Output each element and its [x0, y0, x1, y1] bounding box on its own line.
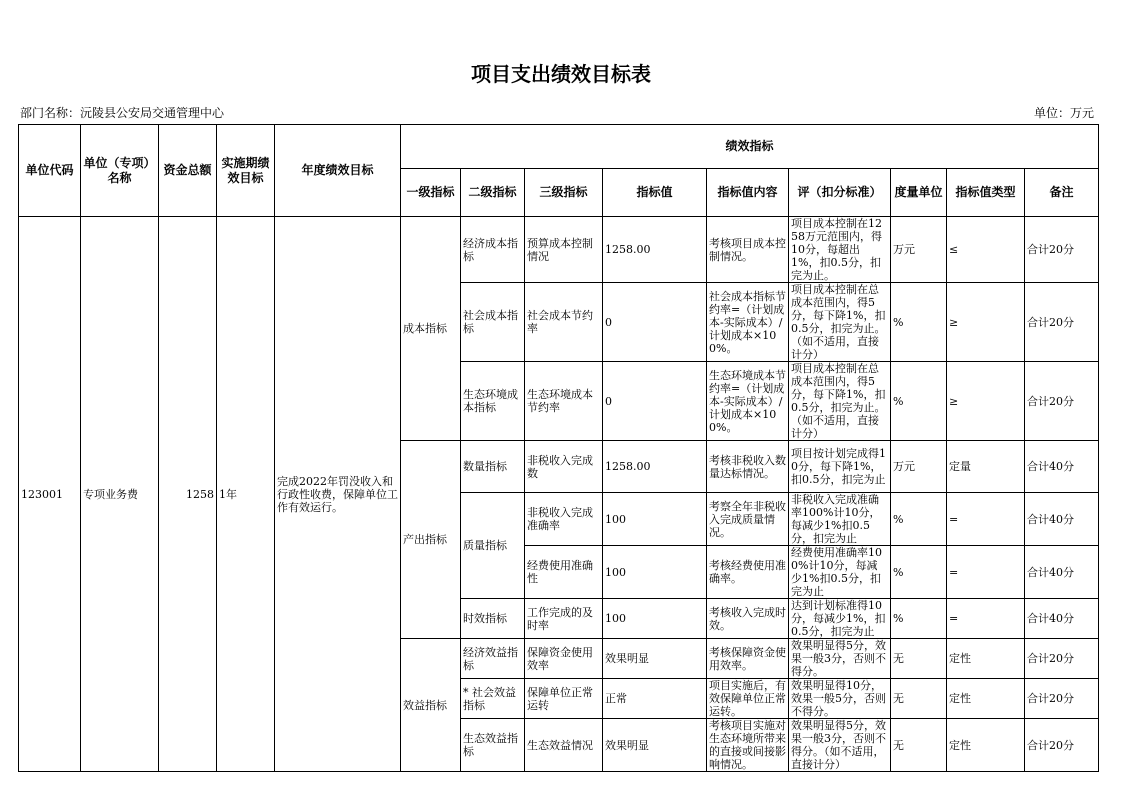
- cell-value-type: =: [947, 493, 1025, 546]
- unit-label: 单位：万元: [1033, 106, 1094, 120]
- cell-remark: 合计20分: [1025, 217, 1099, 283]
- cell-value-type: ≤: [947, 217, 1025, 283]
- cell-remark: 合计40分: [1025, 546, 1099, 599]
- cell-content: 项目实施后，有效保障单位正常运转。: [707, 679, 789, 719]
- cell-content: 社会成本指标节约率=（计划成本-实际成本）/计划成本×100%。: [707, 283, 789, 362]
- cell-content: 考核保障资金使用效率。: [707, 639, 789, 679]
- header-level1: 一级指标: [401, 169, 461, 217]
- cell-level3: 非税收入完成数: [525, 441, 603, 493]
- cell-unit-name: 专项业务费: [81, 217, 159, 772]
- cell-measure: 无: [891, 639, 947, 679]
- cell-level3: 工作完成的及时率: [525, 599, 603, 639]
- cell-period-goal: 1年: [217, 217, 275, 772]
- cell-level2: 经济成本指标: [461, 217, 525, 283]
- cell-level2: * 社会效益指标: [461, 679, 525, 719]
- cell-level2: 数量指标: [461, 441, 525, 493]
- cell-remark: 合计40分: [1025, 441, 1099, 493]
- cell-value: 效果明显: [603, 639, 707, 679]
- cell-remark: 合计20分: [1025, 283, 1099, 362]
- cell-content: 考核收入完成时效。: [707, 599, 789, 639]
- header-measure: 度量单位: [891, 169, 947, 217]
- page-title: 项目支出绩效目标表: [471, 62, 651, 86]
- header-unit-name: 单位（专项）名称: [81, 125, 159, 217]
- cell-remark: 合计20分: [1025, 639, 1099, 679]
- cell-level3: 保障资金使用效率: [525, 639, 603, 679]
- cell-value-type: 定性: [947, 679, 1025, 719]
- cell-remark: 合计40分: [1025, 493, 1099, 546]
- cell-level3: 非税收入完成准确率: [525, 493, 603, 546]
- cell-level1-cost: 成本指标: [401, 217, 461, 441]
- header-level2: 二级指标: [461, 169, 525, 217]
- cell-measure: %: [891, 599, 947, 639]
- cell-content: 考核经费使用准确率。: [707, 546, 789, 599]
- header-level3: 三级指标: [525, 169, 603, 217]
- cell-value: 效果明显: [603, 719, 707, 772]
- cell-value: 1258.00: [603, 217, 707, 283]
- cell-value-type: =: [947, 546, 1025, 599]
- cell-level3: 预算成本控制情况: [525, 217, 603, 283]
- cell-content: 考察全年非税收入完成质量情况。: [707, 493, 789, 546]
- cell-total-funds: 1258: [159, 217, 217, 772]
- cell-value: 100: [603, 599, 707, 639]
- cell-measure: %: [891, 493, 947, 546]
- cell-content: 考核非税收入数量达标情况。: [707, 441, 789, 493]
- cell-measure: %: [891, 546, 947, 599]
- cell-level2: 经济效益指标: [461, 639, 525, 679]
- cell-value: 100: [603, 546, 707, 599]
- cell-measure: 万元: [891, 217, 947, 283]
- cell-value-type: 定量: [947, 441, 1025, 493]
- header-total-funds: 资金总额: [159, 125, 217, 217]
- cell-level1-output: 产出指标: [401, 441, 461, 639]
- cell-remark: 合计20分: [1025, 362, 1099, 441]
- header-value: 指标值: [603, 169, 707, 217]
- cell-remark: 合计20分: [1025, 679, 1099, 719]
- cell-value-type: ≥: [947, 362, 1025, 441]
- cell-value-type: ≥: [947, 283, 1025, 362]
- cell-content: 考核项目实施对生态环境所带来的直接或间接影响情况。: [707, 719, 789, 772]
- table-row: [19, 217, 1099, 283]
- cell-level2: 生态环境成本指标: [461, 362, 525, 441]
- cell-criteria: 项目按计划完成得10分，每下降1%，扣0.5分，扣完为止: [789, 441, 891, 493]
- header-criteria: 评（扣分标准）: [789, 169, 891, 217]
- cell-level2-quality: 质量指标: [461, 493, 525, 599]
- cell-value: 100: [603, 493, 707, 546]
- header-value-type: 指标值类型: [947, 169, 1025, 217]
- header-remark: 备注: [1025, 169, 1099, 217]
- header-unit-code: 单位代码: [19, 125, 81, 217]
- cell-measure: 无: [891, 679, 947, 719]
- department-label: 部门名称：沅陵县公安局交通管理中心: [20, 106, 225, 120]
- cell-measure: %: [891, 283, 947, 362]
- performance-target-table: [18, 124, 1099, 772]
- cell-criteria: 非税收入完成准确率100%计10分，每减少1%扣0.5分，扣完为止: [789, 493, 891, 546]
- cell-unit-code: 123001: [19, 217, 81, 772]
- cell-level2: 时效指标: [461, 599, 525, 639]
- cell-measure: %: [891, 362, 947, 441]
- cell-criteria: 经费使用准确率100%计10分，每减少1%扣0.5分，扣完为止: [789, 546, 891, 599]
- cell-measure: 无: [891, 719, 947, 772]
- cell-level1-benefit: 效益指标: [401, 639, 461, 772]
- cell-level3: 经费使用准确性: [525, 546, 603, 599]
- cell-criteria: 项目成本控制在总成本范围内，得5分，每下降1%，扣0.5分，扣完为止。（如不适用，直接计分）: [789, 283, 891, 362]
- cell-criteria: 项目成本控制在总成本范围内，得5分，每下降1%，扣0.5分，扣完为止。（如不适用，直接计分）: [789, 362, 891, 441]
- header-indicators: 绩效指标: [401, 125, 1099, 169]
- cell-value-type: 定性: [947, 639, 1025, 679]
- cell-criteria: 项目成本控制在1258万元范围内，得10分，每超出1%，扣0.5分，扣完为止。: [789, 217, 891, 283]
- cell-value-type: =: [947, 599, 1025, 639]
- header-annual-goal: 年度绩效目标: [275, 125, 401, 217]
- cell-measure: 万元: [891, 441, 947, 493]
- cell-value: 0: [603, 362, 707, 441]
- cell-value-type: 定性: [947, 719, 1025, 772]
- cell-level2: 生态效益指标: [461, 719, 525, 772]
- cell-value: 0: [603, 283, 707, 362]
- cell-criteria: 效果明显得10分，效果一般5分，否则不得分。: [789, 679, 891, 719]
- cell-level3: 生态环境成本节约率: [525, 362, 603, 441]
- header-content: 指标值内容: [707, 169, 789, 217]
- cell-value: 1258.00: [603, 441, 707, 493]
- cell-level2: 社会成本指标: [461, 283, 525, 362]
- cell-criteria: 效果明显得5分，效果一般3分，否则不得分。: [789, 639, 891, 679]
- cell-remark: 合计20分: [1025, 719, 1099, 772]
- cell-value: 正常: [603, 679, 707, 719]
- cell-level3: 社会成本节约率: [525, 283, 603, 362]
- cell-level3: 保障单位正常运转: [525, 679, 603, 719]
- cell-criteria: 达到计划标准得10分，每减少1%，扣0.5分，扣完为止: [789, 599, 891, 639]
- cell-annual-goal: 完成2022年罚没收入和行政性收费，保障单位工作有效运行。: [275, 217, 401, 772]
- cell-content: 考核项目成本控制情况。: [707, 217, 789, 283]
- header-period-goal: 实施期绩效目标: [217, 125, 275, 217]
- cell-level3: 生态效益情况: [525, 719, 603, 772]
- cell-content: 生态环境成本节约率=（计划成本-实际成本）/计划成本×100%。: [707, 362, 789, 441]
- cell-criteria: 效果明显得5分，效果一般3分，否则不得分。（如不适用，直接计分）: [789, 719, 891, 772]
- cell-remark: 合计40分: [1025, 599, 1099, 639]
